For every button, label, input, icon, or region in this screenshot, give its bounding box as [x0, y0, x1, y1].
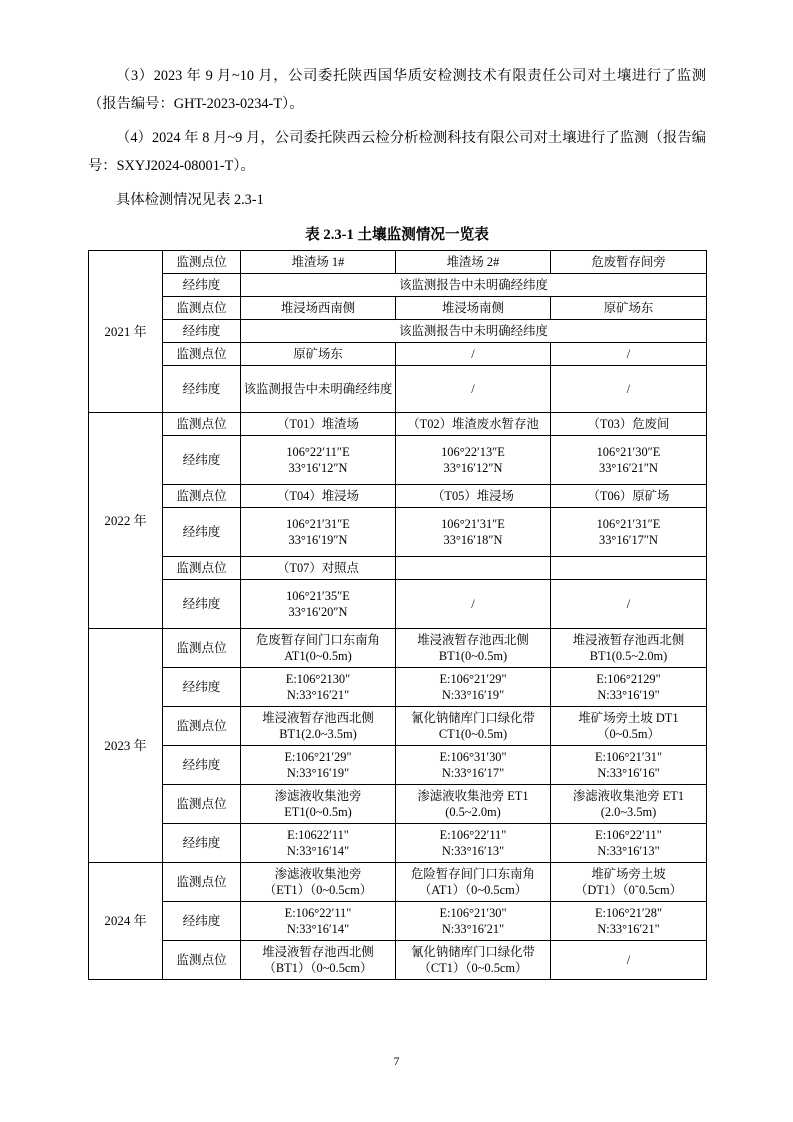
cell-value [396, 436, 551, 485]
cell-value [551, 557, 707, 580]
year-label-2021: 2021 年 [89, 251, 163, 413]
site-line-1: 堆浸液暂存池西北侧 [262, 711, 374, 725]
coord-line-1: E:106°21′29" [284, 750, 352, 764]
site-line-2: （BT1）（0~0.5cm） [263, 961, 373, 975]
cell-value: （T07）对照点 [241, 557, 396, 580]
coord-line-2: N:33°16′19" [597, 688, 660, 702]
table-row [89, 366, 707, 413]
table-row [89, 413, 707, 436]
cell-value [396, 863, 551, 902]
coord-line-2: 33°16′18″N [443, 533, 503, 547]
coord-line-2: N:33°16′14" [286, 922, 350, 936]
site-line-1: 渗滤液收集池旁 ET1 [417, 789, 529, 803]
table-row [89, 557, 707, 580]
cell-value [551, 436, 707, 485]
cell-value: 堆渣场 1# [241, 251, 396, 274]
cell-value [241, 902, 396, 941]
cell-value [396, 824, 551, 863]
cell-value: （T06）原矿场 [551, 485, 707, 508]
coord-line-1: E:106°31′30" [439, 750, 507, 764]
cell-value: / [551, 366, 707, 413]
year-label-2024: 2024 年 [89, 863, 163, 980]
cell-value [241, 668, 396, 707]
cell-value: / [551, 343, 707, 366]
coord-line-1: E:106°21′31" [594, 750, 663, 764]
coord-line-2: N:33°16′13" [441, 844, 505, 858]
site-line-1: 堆浸液暂存池西北侧 [572, 633, 685, 647]
table-row [89, 274, 707, 297]
cell-value [396, 707, 551, 746]
cell-value [241, 863, 396, 902]
site-line-1: 渗滤液收集池旁 ET1 [572, 789, 685, 803]
coord-line-2: N:33°16′19" [286, 766, 350, 780]
row-label: 经纬度 [163, 320, 241, 343]
cell-value [241, 941, 396, 980]
cell-value [396, 785, 551, 824]
cell-value [396, 508, 551, 557]
cell-value [396, 668, 551, 707]
cell-value: / [396, 366, 551, 413]
coord-line-1: 106°21′35″E [286, 589, 350, 603]
coord-line-2: N:33°16′21" [597, 922, 660, 936]
table-row [89, 320, 707, 343]
coord-line-2: N:33°16′21" [441, 922, 505, 936]
row-label: 监测点位 [163, 297, 241, 320]
cell-value: / [396, 343, 551, 366]
coord-line-2: N:33°16′14" [286, 844, 350, 858]
cell-value [241, 746, 396, 785]
table-row [89, 629, 707, 668]
cell-value [396, 902, 551, 941]
coord-line-1: 106°22′13″E [441, 445, 505, 459]
coord-line-1: E:106°2130" [285, 672, 351, 686]
coord-line-1: E:106°21′28" [594, 906, 663, 920]
cell-value [241, 824, 396, 863]
cell-value: / [551, 580, 707, 629]
site-line-2: CT1(0~0.5m) [438, 727, 508, 741]
cell-value: （T05）堆浸场 [396, 485, 551, 508]
cell-value [241, 629, 396, 668]
row-label: 监测点位 [163, 343, 241, 366]
site-line-1: 危废暂存间门口东南角 [256, 633, 380, 647]
site-line-2: ET1(0~0.5m) [284, 805, 352, 819]
row-label: 经纬度 [163, 508, 241, 557]
coord-line-1: 106°21′31″E [441, 517, 505, 531]
cell-value [551, 707, 707, 746]
row-label: 监测点位 [163, 941, 241, 980]
coord-line-2: 33°16′19″N [288, 533, 348, 547]
site-line-2: （ET1）（0~0.5cm） [263, 883, 373, 897]
coord-line-1: 106°21′31″E [596, 517, 661, 531]
row-label: 监测点位 [163, 557, 241, 580]
table-row [89, 580, 707, 629]
row-label: 监测点位 [163, 413, 241, 436]
row-label: 监测点位 [163, 485, 241, 508]
row-label: 监测点位 [163, 251, 241, 274]
table-row [89, 863, 707, 902]
row-label: 监测点位 [163, 707, 241, 746]
table-row [89, 297, 707, 320]
year-label-2022: 2022 年 [89, 413, 163, 629]
cell-value [241, 580, 396, 629]
coord-line-1: E:10622′11" [287, 828, 349, 842]
coord-line-1: 106°21′30″E [596, 445, 661, 459]
table-row [89, 251, 707, 274]
table-row [89, 941, 707, 980]
row-label: 经纬度 [163, 580, 241, 629]
cell-value [241, 436, 396, 485]
site-line-2: AT1(0~0.5m) [284, 649, 352, 663]
coord-line-2: 33°16′12″N [288, 461, 348, 475]
site-line-2: （CT1）（0~0.5cm） [418, 961, 528, 975]
row-label: 监测点位 [163, 863, 241, 902]
table-row [89, 668, 707, 707]
paragraph-4: （4）2024 年 8 月~9 月，公司委托陕西云检分析检测科技有限公司对土壤进行了监测（报告编号：SXYJ2024-08001-T）。 [88, 130, 706, 174]
site-line-1: 堆矿场旁土坡 [591, 867, 666, 881]
soil-monitoring-table [88, 250, 707, 980]
paragraph-3: （3）2023 年 9 月~10 月，公司委托陕西国华质安检测技术有限责任公司对土壤进行了监测（报告编号：GHT-2023-0234-T）。 [88, 68, 706, 112]
site-line-1: 堆矿场旁土坡 DT1 [578, 711, 679, 725]
cell-value: 原矿场东 [551, 297, 707, 320]
site-line-1: 危险暂存间门口东南角 [411, 867, 535, 881]
table-title: 表 2.3-1 土壤监测情况一览表 [305, 227, 489, 243]
coord-line-1: E:106°21′30" [439, 906, 507, 920]
cell-value: 该监测报告中未明确经纬度 [241, 320, 707, 343]
table-row [89, 785, 707, 824]
cell-value [551, 824, 707, 863]
row-label: 经纬度 [163, 668, 241, 707]
paragraph-ref: 具体检测情况见表 2.3-1 [116, 192, 264, 208]
cell-value [551, 785, 707, 824]
site-line-2: （DT1）（0˜0.5cm） [574, 883, 683, 897]
site-line-2: BT1(2.0~3.5m) [279, 727, 357, 741]
coord-line-2: 33°16′17″N [599, 533, 658, 547]
table-row [89, 436, 707, 485]
page-content [88, 62, 706, 980]
row-label: 经纬度 [163, 366, 241, 413]
site-line-1: 堆浸液暂存池西北侧 [262, 945, 374, 959]
coord-line-2: N:33°16′13" [597, 844, 660, 858]
cell-value: 堆浸场南侧 [396, 297, 551, 320]
cell-value [241, 508, 396, 557]
cell-value [241, 785, 396, 824]
cell-value: 堆渣场 2# [396, 251, 551, 274]
site-line-2: BT1(0~0.5m) [438, 649, 508, 663]
row-label: 经纬度 [163, 274, 241, 297]
table-row [89, 707, 707, 746]
coord-line-2: N:33°16′16" [597, 766, 660, 780]
cell-value [551, 508, 707, 557]
cell-value: 该监测报告中未明确经纬度 [241, 366, 396, 413]
site-line-1: 渗滤液收集池旁 [274, 867, 362, 881]
site-line-1: 渗滤液收集池旁 [274, 789, 362, 803]
coord-line-1: E:106°21′29" [439, 672, 507, 686]
site-line-2: （AT1）（0~0.5cm） [418, 883, 528, 897]
table-row [89, 824, 707, 863]
page-number: 7 [393, 1056, 400, 1068]
table-row [89, 746, 707, 785]
cell-value: 该监测报告中未明确经纬度 [241, 274, 707, 297]
row-label: 监测点位 [163, 629, 241, 668]
coord-line-2: 33°16′20″N [288, 605, 348, 619]
cell-value [551, 668, 707, 707]
site-line-2: (2.0~3.5m) [600, 805, 657, 819]
row-label: 经纬度 [163, 902, 241, 941]
table-row [89, 902, 707, 941]
table-row [89, 508, 707, 557]
cell-value: （T02）堆渣废水暂存池 [396, 413, 551, 436]
site-line-2: （0~0.5m） [597, 727, 660, 741]
cell-value [396, 629, 551, 668]
row-label: 经纬度 [163, 436, 241, 485]
cell-value [396, 746, 551, 785]
coord-line-2: 33°16′12″N [443, 461, 503, 475]
coord-line-2: N:33°16′19" [441, 688, 505, 702]
site-line-1: 氰化钠储库门口绿化带 [411, 711, 535, 725]
cell-value [396, 941, 551, 980]
row-label: 经纬度 [163, 824, 241, 863]
coord-line-1: E:106°22′11" [595, 828, 662, 842]
cell-value: （T03）危废间 [551, 413, 707, 436]
table-row [89, 343, 707, 366]
cell-value: 危废暂存间旁 [551, 251, 707, 274]
coord-line-2: N:33°16′17" [441, 766, 505, 780]
coord-line-1: E:106°22′11" [439, 828, 507, 842]
coord-line-2: 33°16′21″N [599, 461, 658, 475]
cell-value: / [551, 941, 707, 980]
cell-value [551, 863, 707, 902]
site-line-2: (0.5~2.0m) [445, 805, 501, 819]
coord-line-2: N:33°16′21" [286, 688, 350, 702]
row-label: 监测点位 [163, 785, 241, 824]
coord-line-1: E:106°22′11" [284, 906, 352, 920]
coord-line-1: 106°21′31″E [286, 517, 350, 531]
cell-value: （T01）堆渣场 [241, 413, 396, 436]
year-label-2023: 2023 年 [89, 629, 163, 863]
cell-value: 原矿场东 [241, 343, 396, 366]
row-label: 经纬度 [163, 746, 241, 785]
table-row [89, 485, 707, 508]
coord-line-1: E:106°2129" [596, 672, 661, 686]
coord-line-1: 106°22′11″E [286, 445, 350, 459]
cell-value: 堆浸场西南侧 [241, 297, 396, 320]
site-line-1: 氰化钠储库门口绿化带 [411, 945, 535, 959]
cell-value [241, 707, 396, 746]
cell-value: / [396, 580, 551, 629]
cell-value [551, 746, 707, 785]
cell-value: （T04）堆浸场 [241, 485, 396, 508]
cell-value [396, 557, 551, 580]
site-line-1: 堆浸液暂存池西北侧 [417, 633, 529, 647]
cell-value [551, 629, 707, 668]
cell-value [551, 902, 707, 941]
site-line-2: BT1(0.5~2.0m) [589, 649, 668, 663]
